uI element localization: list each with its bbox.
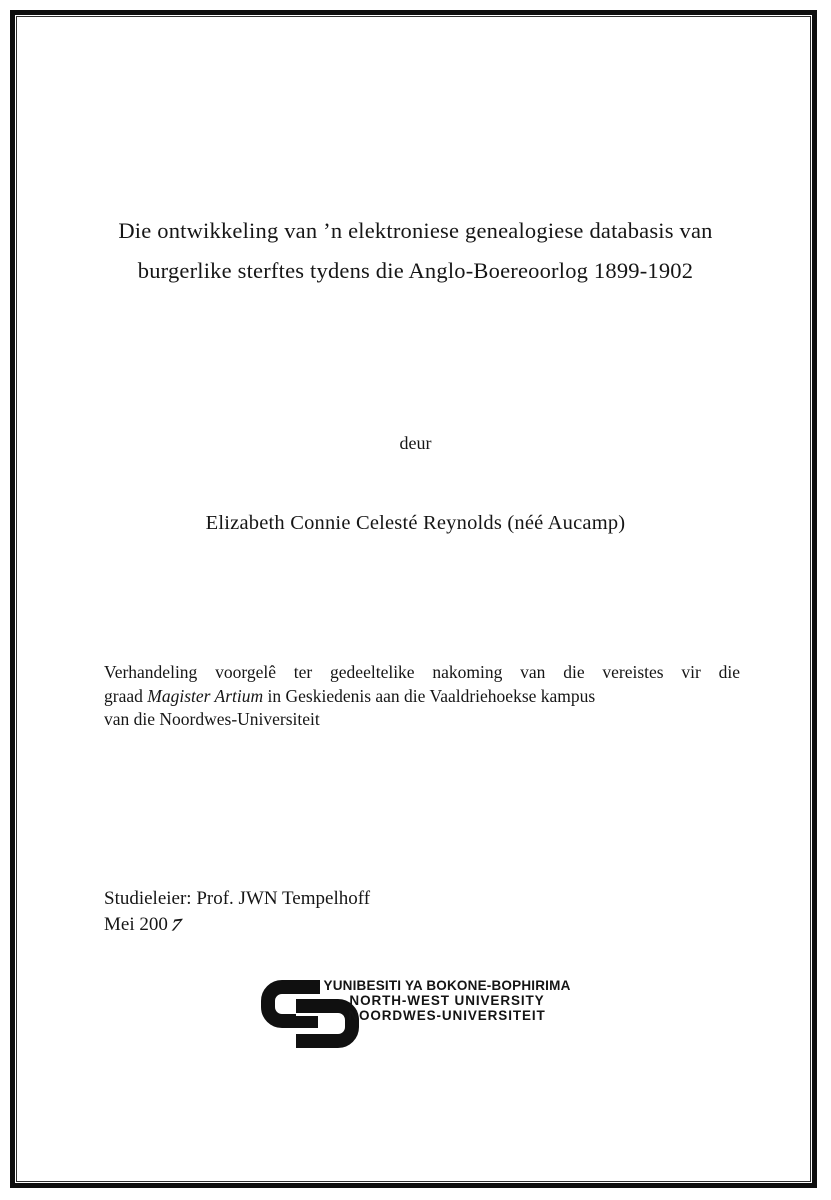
date-line — [104, 912, 370, 938]
byline-deur: deur — [399, 433, 432, 453]
supervisor-line: Studieleier: Prof. JWN Tempelhoff — [104, 888, 371, 909]
submission-line-2-post: in Geskiedenis aan die Vaaldriehoekse kampus — [263, 685, 596, 706]
date-final-digit: 7 — [167, 915, 185, 936]
university-logo — [256, 974, 586, 1058]
supervisor-and-date — [104, 886, 370, 938]
university-name-afrikaans: NOORDWES-UNIVERSITEIT — [348, 1008, 546, 1024]
university-logo-text — [318, 978, 576, 1024]
university-name-english: NORTH-WEST UNIVERSITY — [349, 993, 545, 1009]
submission-line-2 — [104, 685, 740, 709]
submission-line-3: van die Noordwes-Universiteit — [104, 709, 320, 729]
thesis-title-line-2: burgerlike sterftes tydens die Anglo-Boereoorlog 1899-1902 — [137, 258, 694, 283]
university-name-setswana: YUNIBESITI YA BOKONE-BOPHIRIMA — [323, 978, 571, 993]
author-name: Elizabeth Connie Celesté Reynolds (néé Aucamp) — [205, 512, 626, 534]
submission-line-1: Verhandeling voorgelê ter gedeeltelike nakoming van die vereistes vir die — [104, 662, 740, 682]
thesis-title — [60, 211, 771, 291]
degree-name-italic: Magister Artium — [147, 685, 264, 706]
date-prefix: Mei 200 — [104, 914, 168, 935]
submission-line-2-pre: graad — [104, 685, 148, 706]
submission-statement — [104, 661, 740, 732]
thesis-title-line-1: Die ontwikkeling van ’n elektroniese genealogiese databasis van — [118, 218, 713, 243]
